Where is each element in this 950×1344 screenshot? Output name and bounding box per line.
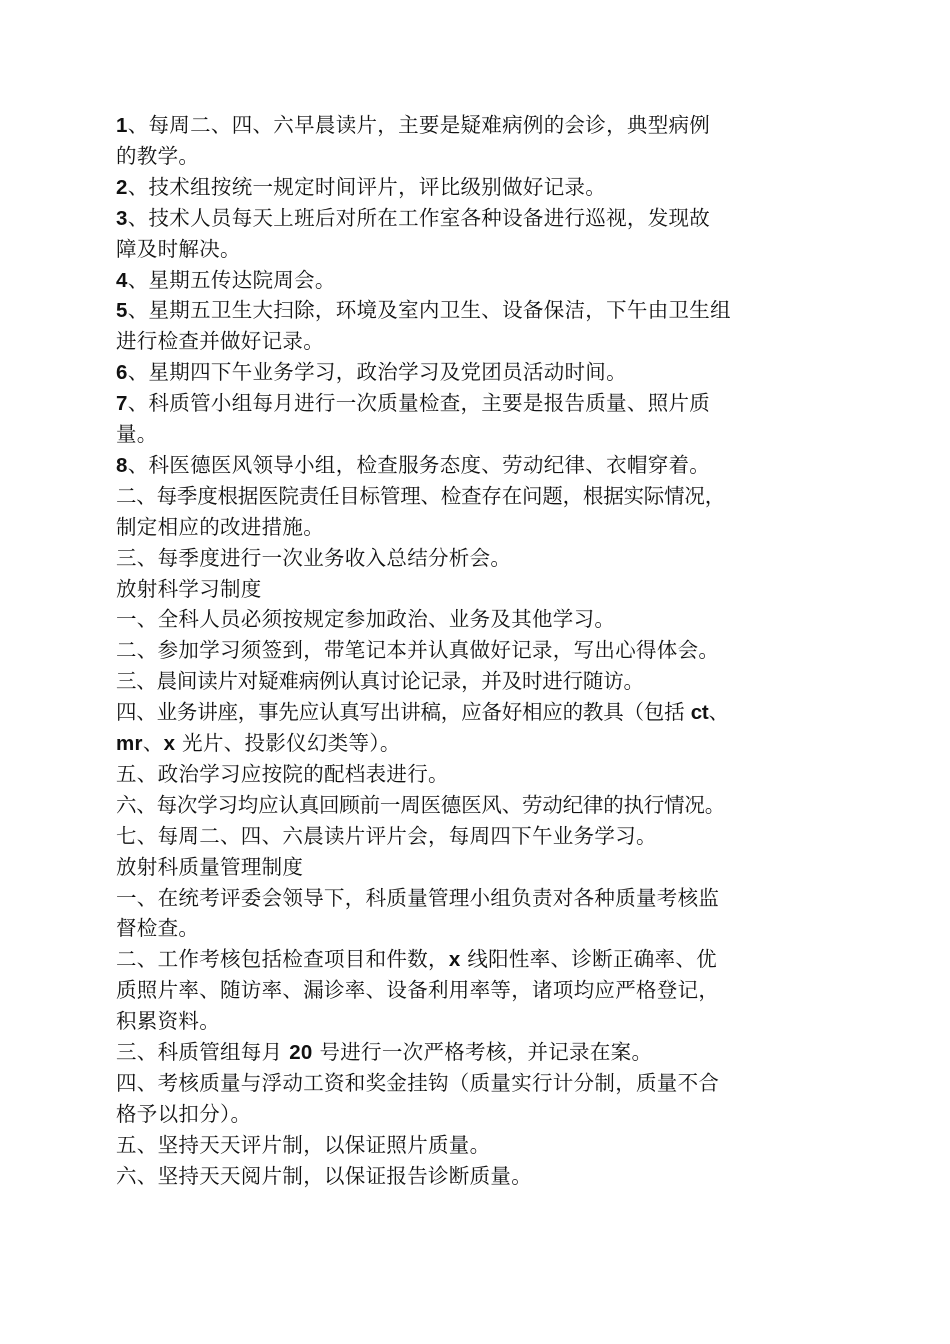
line-text: 三、科质管组每月 [116, 1040, 290, 1064]
line-text: 二、工作考核包括检查项目和件数， [116, 947, 449, 972]
line-number: 6 [116, 361, 128, 385]
line-text: 制定相应的改进措施。 [116, 514, 324, 539]
text-line [116, 636, 719, 664]
text-line [116, 1038, 652, 1066]
line-text: 四、业务讲座，事先应认真写出讲稿，应备好相应的教具（包括 [116, 700, 691, 725]
line-text: 五、坚持天天评片制，以保证照片质量。 [116, 1132, 491, 1157]
line-text: 督检查。 [116, 916, 200, 941]
line-text: 四、考核质量与浮动工资和奖金挂钩（质量实行计分制，质量不合 [116, 1070, 720, 1095]
text-line [116, 914, 199, 942]
line-text: 的教学。 [116, 143, 200, 168]
text-line [116, 513, 324, 541]
text-line [116, 822, 657, 850]
line-text: 进行检查并做好记录。 [116, 329, 324, 354]
text-line [116, 482, 725, 510]
text-line [116, 235, 241, 263]
line-text: 积累资料。 [116, 1009, 220, 1034]
text-line [116, 327, 324, 355]
text-line [116, 1131, 490, 1159]
line-text: 、技术人员每天上班后对所在工作室各种设备进行巡视，发现故 [127, 205, 711, 230]
line-text: 二、每季度根据医院责任目标管理、检查存在问题，根据实际情况， [116, 483, 725, 508]
text-line [116, 853, 303, 881]
line-text: 、技术组按统一规定时间评片，评比级别做好记录。 [127, 174, 607, 199]
line-text: 六、每次学习均应认真回顾前一周医德医风、劳动纪律的执行情况。 [116, 792, 725, 817]
line-number: mr [116, 732, 143, 755]
line-text: 六、坚持天天阅片制，以保证报告诊断质量。 [116, 1163, 532, 1188]
text-line [116, 945, 717, 973]
line-text: 光片、投影仪幻类等）。 [175, 731, 401, 755]
text-line [116, 667, 644, 695]
line-text: 三、每季度进行一次业务收入总结分析会。 [116, 545, 512, 570]
text-line [116, 204, 710, 232]
text-line [116, 1100, 251, 1128]
text-line [116, 884, 719, 912]
line-text: 格予以扣分）。 [116, 1101, 252, 1126]
line-text: 、星期五卫生大扫除，环境及室内卫生、设备保洁，下午由卫生组 [127, 298, 731, 323]
line-text: 、星期四下午业务学习，政治学习及党团员活动时间。 [127, 360, 627, 385]
text-line [116, 173, 606, 201]
text-line [116, 760, 449, 788]
text-line [116, 111, 710, 139]
line-text: 号进行一次严格考核，并记录在案。 [312, 1040, 653, 1064]
line-text: 、科质管小组每月进行一次质量检查，主要是报告质量、照片质 [127, 391, 711, 416]
text-line [116, 605, 615, 633]
line-text: 一、在统考评委会领导下，科质量管理小组负责对各种质量考核监 [116, 885, 720, 910]
line-number: 8 [116, 453, 128, 477]
line-text: 量。 [116, 422, 158, 446]
line-number: x [163, 732, 176, 755]
line-text: 质照片率、随访率、漏诊率、设备利用率等，诸项均应严格登记， [116, 978, 720, 1003]
text-line [116, 698, 729, 726]
line-text: 五、政治学习应按院的配档表进行。 [116, 761, 449, 786]
text-line [116, 729, 401, 757]
line-number: 20 [289, 1041, 313, 1064]
line-text: 、每周二、四、六早晨读片，主要是疑难病例的会诊，典型病例 [127, 113, 711, 137]
text-line [116, 1162, 532, 1190]
text-line [116, 451, 710, 479]
line-number: 5 [116, 299, 128, 323]
line-text: 三、晨间读片对疑难病例认真讨论记录，并及时进行随访。 [116, 669, 644, 694]
text-line [116, 296, 731, 324]
line-number: ct [690, 701, 709, 725]
line-text: 七、每周二、四、六晨读片评片会，每周四下午业务学习。 [116, 823, 657, 848]
text-line [116, 266, 336, 294]
text-line [116, 575, 262, 603]
text-line [116, 420, 158, 448]
text-line [116, 389, 710, 417]
line-number: 7 [116, 392, 128, 416]
text-line [116, 358, 627, 386]
text-line [116, 976, 719, 1004]
line-text: 、 [142, 731, 164, 755]
line-text: 二、参加学习须签到，带笔记本并认真做好记录，写出心得体会。 [116, 638, 720, 663]
text-line [116, 1069, 719, 1097]
text-line [116, 791, 725, 819]
line-number: 2 [116, 175, 128, 199]
line-text: 、星期五传达院周会。 [127, 267, 336, 292]
line-text: 、科医德医风领导小组，检查服务态度、劳动纪律、衣帽穿着。 [127, 452, 711, 477]
text-line [116, 1007, 220, 1035]
line-text: 放射科质量管理制度 [116, 854, 304, 879]
line-text: 障及时解决。 [116, 236, 241, 261]
text-line [116, 142, 199, 170]
text-line [116, 544, 511, 572]
line-number: x [448, 948, 461, 972]
line-text: 线阳性率、诊断正确率、优 [460, 947, 717, 972]
line-text: 一、全科人员必须按规定参加政治、业务及其他学习。 [116, 607, 616, 632]
line-text: 放射科学习制度 [116, 576, 262, 601]
line-number: 1 [116, 114, 128, 137]
line-number: 4 [116, 268, 128, 292]
line-text: 、 [708, 700, 729, 725]
line-number: 3 [116, 206, 128, 230]
